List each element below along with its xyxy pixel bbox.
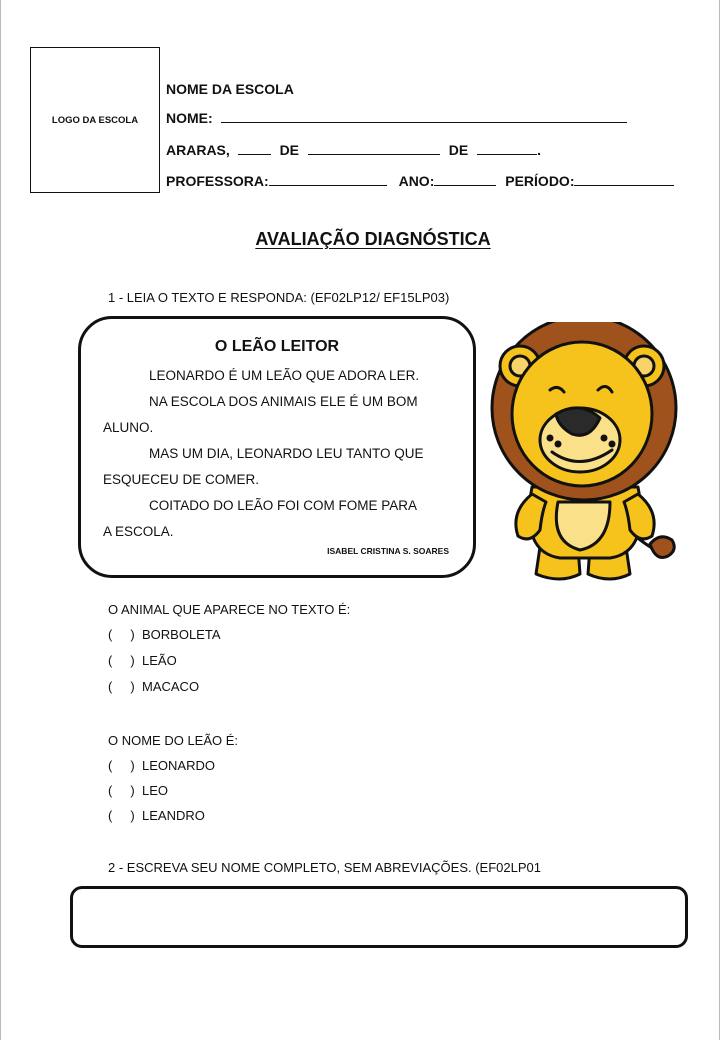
story-line: LEONARDO É UM LEÃO QUE ADORA LER.	[149, 368, 420, 383]
option-row	[108, 627, 221, 642]
option-row	[108, 783, 168, 798]
teacher-line	[166, 173, 674, 189]
story-line: A ESCOLA.	[103, 524, 174, 539]
name-label: NOME:	[166, 110, 213, 126]
answer-checkbox[interactable]: ( )	[108, 627, 135, 642]
date-line	[166, 142, 541, 158]
story-box	[78, 316, 476, 578]
option-row	[108, 679, 199, 694]
story-title: O LEÃO LEITOR	[214, 338, 340, 355]
option-label: MACACO	[142, 679, 200, 694]
option-label: LEÃO	[142, 653, 177, 668]
question-1a-prompt: O ANIMAL QUE APARECE NO TEXTO É:	[108, 602, 351, 617]
story-line: ESQUECEU DE COMER.	[103, 472, 260, 487]
school-name-line	[166, 81, 294, 97]
period-blank[interactable]	[574, 173, 674, 186]
question-2-prompt: 2 - ESCREVA SEU NOME COMPLETO, SEM ABREVIAÇÕES. (EF02LP01	[108, 860, 541, 875]
story-line: NA ESCOLA DOS ANIMAIS ELE É UM BOM	[149, 394, 418, 409]
day-blank[interactable]	[238, 142, 271, 155]
teacher-label: PROFESSORA:	[166, 173, 269, 189]
story-author: ISABEL CRISTINA S. SOARES	[327, 546, 449, 556]
month-blank[interactable]	[308, 142, 440, 155]
date-de-1: DE	[279, 142, 300, 158]
date-de-2: DE	[448, 142, 469, 158]
date-city: ARARAS,	[166, 142, 230, 158]
school-logo-placeholder	[30, 47, 160, 193]
page-title: AVALIAÇÃO DIAGNÓSTICA	[255, 229, 491, 249]
page-left-edge	[0, 0, 1, 1040]
option-label: LEANDRO	[142, 808, 205, 823]
date-end: .	[537, 142, 542, 158]
answer-checkbox[interactable]: ( )	[108, 808, 135, 823]
option-row	[108, 808, 205, 823]
full-name-answer-box[interactable]	[70, 886, 688, 948]
grade-blank[interactable]	[434, 173, 496, 186]
answer-checkbox[interactable]: ( )	[108, 679, 135, 694]
answer-checkbox[interactable]: ( )	[108, 758, 135, 773]
school-name: NOME DA ESCOLA	[166, 81, 294, 97]
student-name-line	[166, 110, 627, 126]
answer-checkbox[interactable]: ( )	[108, 653, 135, 668]
option-row	[108, 758, 215, 773]
story-line: ALUNO.	[103, 420, 154, 435]
logo-label: LOGO DA ESCOLA	[51, 114, 139, 126]
option-label: LEO	[142, 783, 169, 798]
period-label: PERÍODO:	[505, 173, 575, 189]
year-blank[interactable]	[477, 142, 537, 155]
question-1b-prompt: O NOME DO LEÃO É:	[108, 733, 239, 748]
option-label: LEONARDO	[142, 758, 215, 773]
option-label: BORBOLETA	[142, 627, 221, 642]
story-line: MAS UM DIA, LEONARDO LEU TANTO QUE	[149, 446, 424, 461]
name-blank[interactable]	[221, 110, 627, 123]
teacher-blank[interactable]	[269, 173, 387, 186]
lion-illustration	[480, 322, 690, 592]
question-1-prompt: 1 - LEIA O TEXTO E RESPONDA: (EF02LP12/ EF15LP03)	[108, 290, 450, 305]
answer-checkbox[interactable]: ( )	[108, 783, 135, 798]
option-row	[108, 653, 177, 668]
story-line: COITADO DO LEÃO FOI COM FOME PARA	[149, 498, 418, 513]
year-label: ANO:	[398, 173, 435, 189]
